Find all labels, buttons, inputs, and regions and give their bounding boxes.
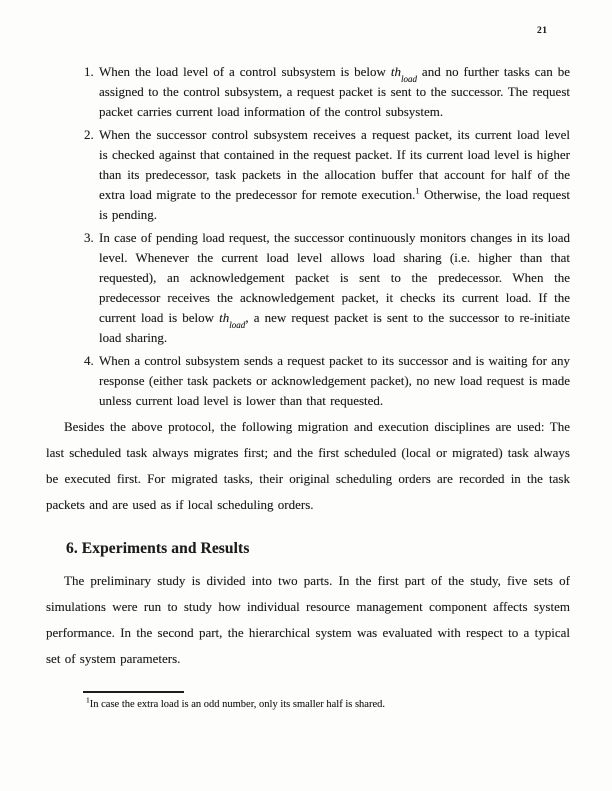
list-item-1	[46, 62, 570, 122]
paragraph-experiments-intro: The preliminary study is divided into two parts. In the first part of the study, five sets of simulations were run to study how individual resource management component affects system performance. In the second part, the hierarchical system was evaluated with respect to a typical set of system parameters.	[46, 573, 570, 666]
list-item-2	[46, 125, 570, 225]
footnote-text: In case the extra load is an odd number, only its smaller half is shared.	[89, 699, 385, 710]
paragraph-migration-disciplines: Besides the above protocol, the following migration and execution disciplines are used: The last scheduled task always migrates first; and the first scheduled (local or migrated) task always be executed first. For migrated tasks, their original scheduling orders are recorded in the task packets and are used as if local scheduling orders.	[46, 419, 570, 512]
list-item-2-text-after: Otherwise, the load request is pending.	[99, 187, 570, 222]
list-item-2-marker: 2.	[84, 127, 94, 142]
page-number: 21	[537, 26, 548, 36]
list-item-3	[46, 228, 570, 348]
list-item-2-text-body: When the successor control subsystem receives a request packet, its current load level is checked against that contained in the request packet. If its current load level is higher than its predecessor, task packets in the allocation buffer that account for half of the extra load migrate to the predecessor for remote execution.	[99, 127, 570, 202]
protocol-list	[46, 62, 570, 411]
threshold-variable	[219, 310, 246, 330]
threshold-variable	[390, 64, 417, 84]
threshold-variable-subscript: load	[400, 73, 417, 84]
section-heading: 6. Experiments and Results	[66, 540, 250, 557]
list-item-3-text-pre: In case of pending load request, the successor continuously monitors changes in its load level. Whenever the current load level allows load sharing (i.e. higher than that requested), an acknowledgement packet is sent to the predecessor. When the predecessor receives the acknowledgement packet, it checks its current load. If the current load is below	[99, 230, 570, 325]
list-item-3-text	[99, 230, 570, 345]
threshold-variable-name: th	[390, 64, 401, 79]
threshold-variable-subscript: load	[229, 319, 246, 330]
list-item-4-text: When a control subsystem sends a request packet to its successor and is waiting for any response (either task packets or acknowledgement packet), no new load request is made unless current load level is lower than that requested.	[99, 353, 570, 408]
list-item-4	[46, 351, 570, 411]
list-item-1-text	[99, 64, 570, 119]
list-item-2-text	[99, 127, 570, 222]
footnote-rule	[83, 691, 184, 693]
list-item-1-text-post: and no further tasks can be assigned to the control subsystem, a request packet is sent to the successor. The request packet carries current load information of the control subsystem.	[99, 64, 570, 119]
list-item-4-marker: 4.	[84, 353, 94, 368]
footnote	[46, 695, 570, 712]
footnote-reference: 1	[415, 185, 420, 196]
footnote-marker: 1	[86, 695, 90, 705]
list-item-1-marker: 1.	[84, 64, 94, 79]
list-item-3-text-post: , a new request packet is sent to the successor to re-initiate load sharing.	[99, 310, 570, 345]
list-item-1-text-pre: When the load level of a control subsystem is below	[99, 64, 391, 79]
list-item-3-marker: 3.	[84, 230, 94, 245]
threshold-variable-name: th	[219, 310, 230, 325]
page-content	[46, 62, 570, 672]
